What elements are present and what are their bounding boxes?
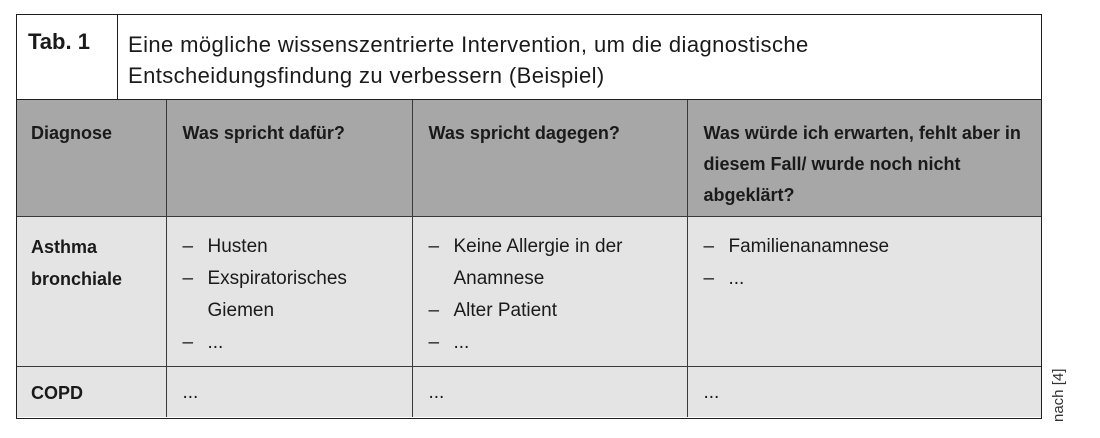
table-container xyxy=(16,14,1042,419)
table-row xyxy=(17,216,1041,366)
table-title-row xyxy=(17,15,1041,100)
table-row xyxy=(17,366,1041,417)
table-title xyxy=(118,15,819,99)
expected-list xyxy=(704,231,1034,295)
list-item: – Familienanamnese xyxy=(704,231,1034,263)
pro-cell xyxy=(166,216,412,366)
header-contra: Was spricht dagegen? xyxy=(412,100,687,216)
table-title-line-2: Entscheidungsfindung zu verbessern (Beispiel) xyxy=(128,63,605,88)
list-item: – Keine Allergie in der Anamnese xyxy=(429,231,679,295)
list-item: – ... xyxy=(429,327,679,359)
header-expected: Was würde ich erwarten, fehlt aber in diesem Fall/ wurde noch nicht abgeklärt? xyxy=(687,100,1041,216)
diagnosis-cell: Asthma bronchiale xyxy=(17,216,166,366)
table-header-row xyxy=(17,100,1041,216)
diagnosis-cell: COPD xyxy=(17,366,166,417)
expected-cell: ... xyxy=(687,366,1041,417)
table-title-line-1: Eine mögliche wissenszentrierte Intervention, um die diagnostische xyxy=(128,32,809,57)
list-item: – Exspiratorisches Giemen xyxy=(183,263,404,327)
table-label: Tab. 1 xyxy=(17,15,118,99)
contra-list xyxy=(429,231,679,359)
pro-cell: ... xyxy=(166,366,412,417)
list-item: – Husten xyxy=(183,231,404,263)
contra-cell: ... xyxy=(412,366,687,417)
list-item: – ... xyxy=(704,263,1034,295)
list-item: – Alter Patient xyxy=(429,295,679,327)
expected-cell xyxy=(687,216,1041,366)
diagnosis-table xyxy=(17,100,1041,417)
header-diagnose: Diagnose xyxy=(17,100,166,216)
header-pro: Was spricht dafür? xyxy=(166,100,412,216)
pro-list xyxy=(183,231,404,359)
list-item: – ... xyxy=(183,327,404,359)
contra-cell xyxy=(412,216,687,366)
source-note: nach [4] xyxy=(1050,368,1067,422)
